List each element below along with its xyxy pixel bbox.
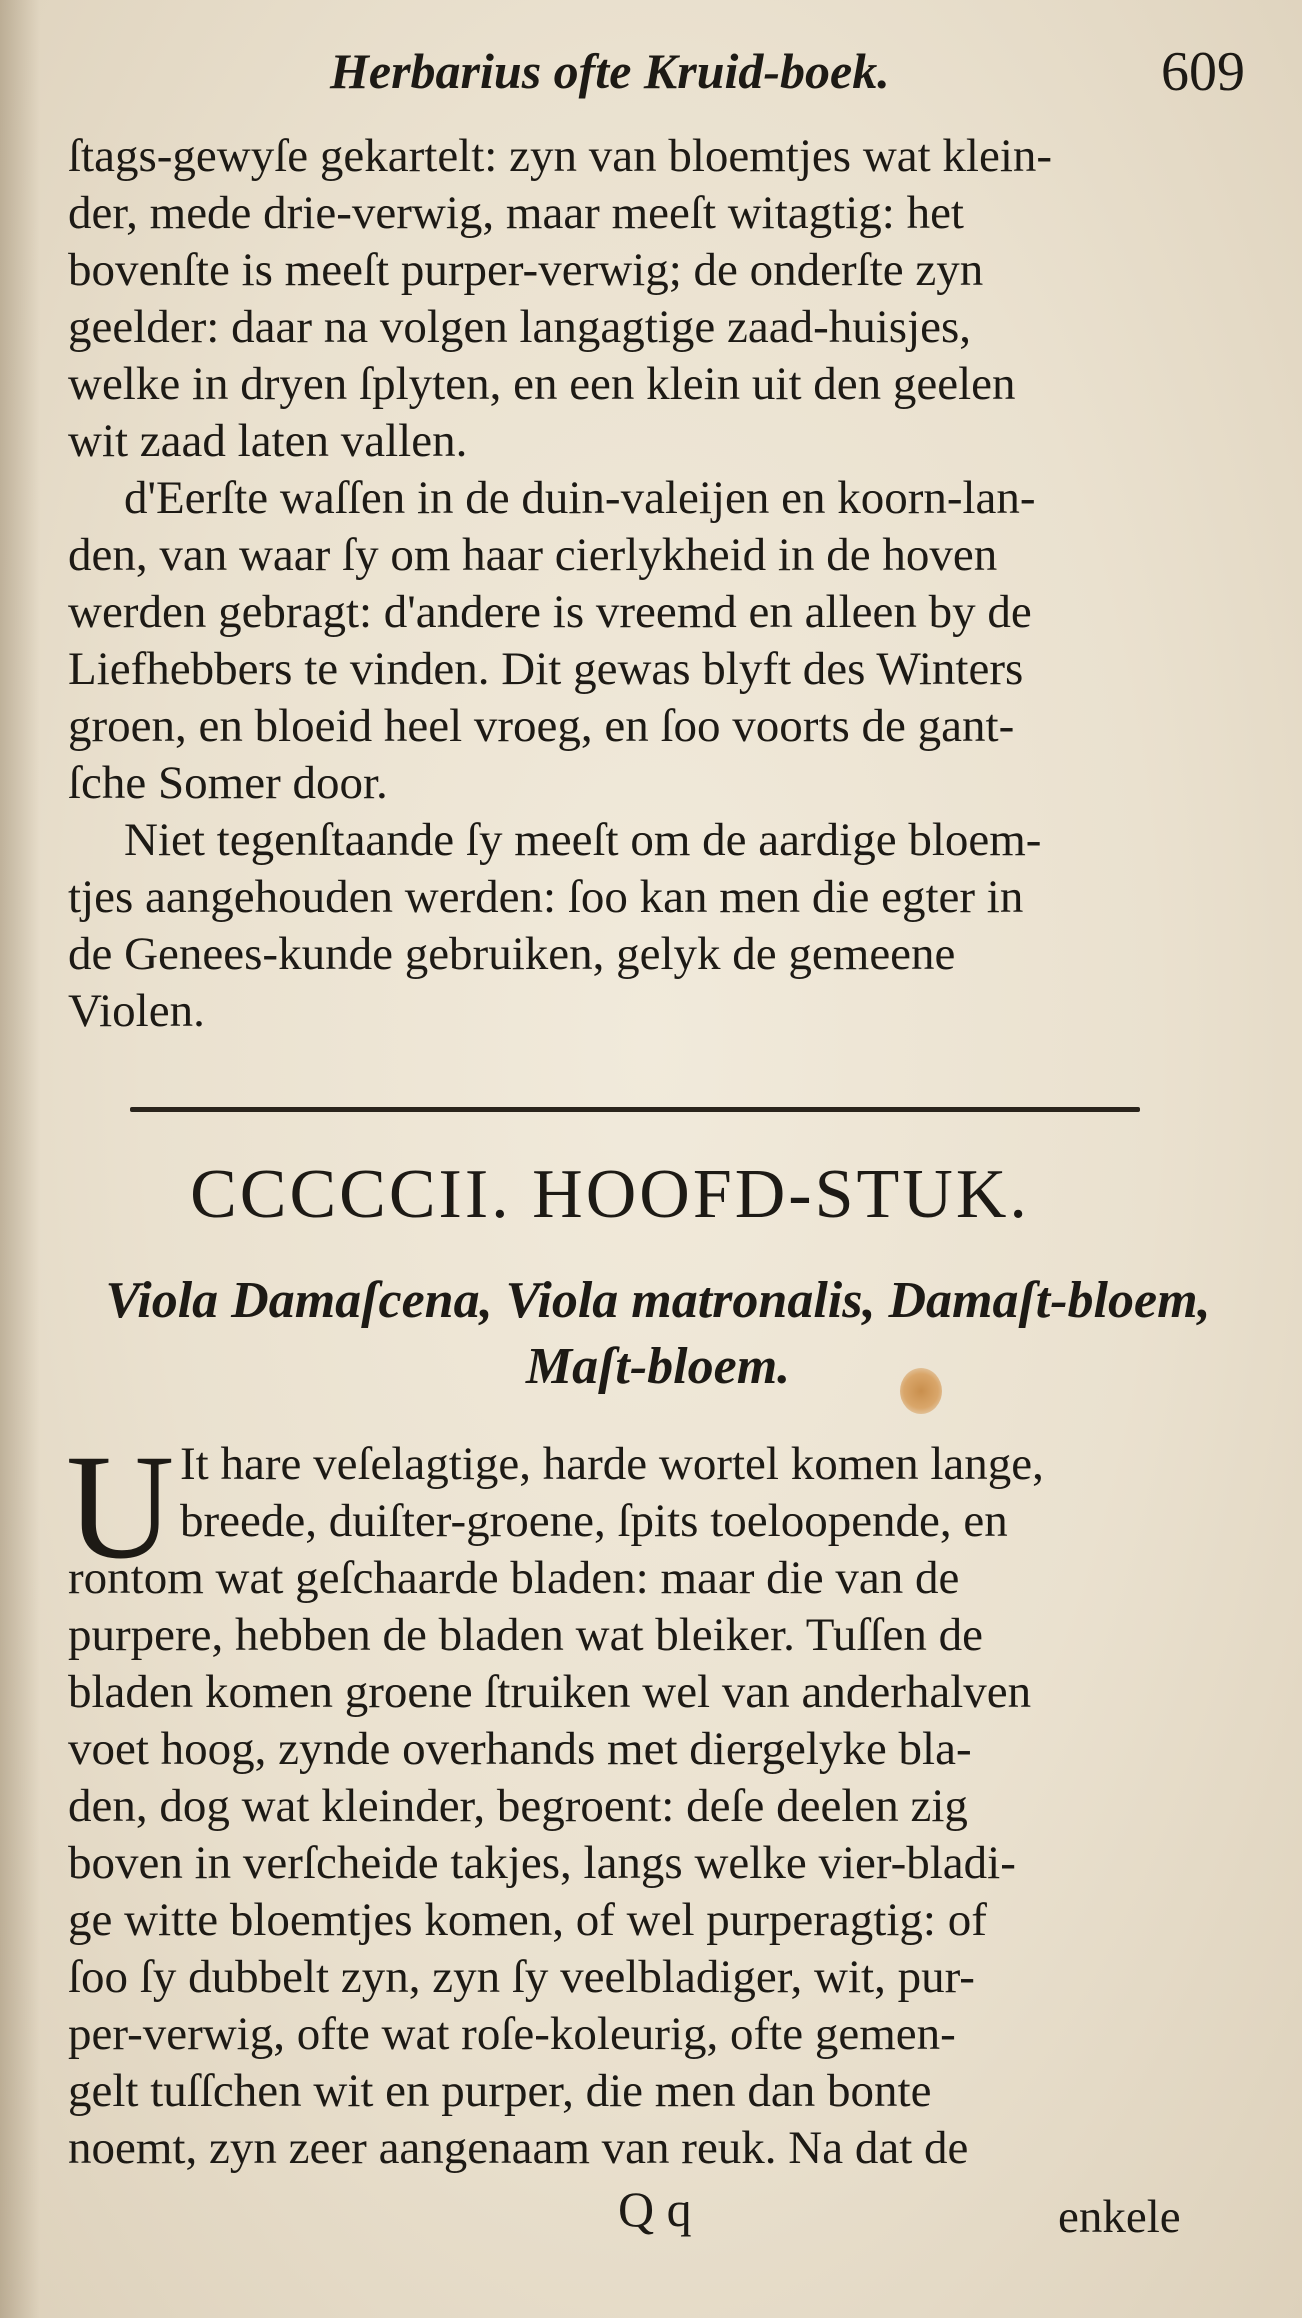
- text-line: den, dog wat kleinder, begroent: deſe deelen zig: [68, 1780, 968, 1832]
- plant-names-line-1: Viola Damaſcena, Viola matronalis, Damaſt-bloem,: [105, 1272, 1211, 1329]
- text-line: tjes aangehouden werden: ſoo kan men die egter in: [68, 871, 1024, 923]
- text-line: purpere, hebben de bladen wat bleiker. Tuſſen de: [68, 1609, 983, 1661]
- text-line: noemt, zyn zeer aangenaam van reuk. Na dat de: [68, 2122, 969, 2174]
- paragraph-3: [68, 812, 1228, 1040]
- page-number: 609: [1161, 41, 1245, 103]
- text-line: gelt tuſſchen wit en purper, die men dan bonte: [68, 2065, 932, 2117]
- text-line: groen, en bloeid heel vroeg, en ſoo voorts de gant-: [68, 700, 1015, 752]
- running-head: [330, 42, 1245, 122]
- section-divider: [130, 1107, 1140, 1112]
- chapter-heading: CCCCCII. HOOFD-STUK.: [190, 1156, 1030, 1233]
- catchword: enkele: [1058, 2191, 1181, 2243]
- paragraph-1: [68, 128, 1228, 470]
- text-line: wit zaad laten vallen.: [68, 415, 468, 467]
- text-line: ſoo ſy dubbelt zyn, zyn ſy veelbladiger, wit, pur-: [68, 1951, 975, 2003]
- text-line: boven in verſcheide takjes, langs welke vier-bladi-: [68, 1837, 1016, 1889]
- text-line: Liefhebbers te vinden. Dit gewas blyft des Winters: [68, 643, 1024, 695]
- text-line: per-verwig, ofte wat roſe-koleurig, ofte gemen-: [68, 2008, 956, 2060]
- signature-mark: Q q: [618, 2181, 692, 2237]
- running-title: Herbarius ofte Kruid-boek.: [330, 43, 890, 99]
- gutter-shadow: [0, 0, 40, 2318]
- text-line: ge witte bloemtjes komen, of wel purperagtig: of: [68, 1894, 987, 1946]
- text-line: It hare veſelagtige, harde wortel komen lange,: [180, 1438, 1044, 1490]
- text-line: welke in dryen ſplyten, en een klein uit den geelen: [68, 358, 1016, 410]
- text-line: ſche Somer door.: [68, 757, 388, 809]
- text-line: voet hoog, zynde overhands met diergelyke bla-: [68, 1723, 972, 1775]
- paper-stain: [900, 1368, 942, 1414]
- text-line: Violen.: [68, 985, 205, 1037]
- text-line: geelder: daar na volgen langagtige zaad-huisjes,: [68, 301, 972, 353]
- text-line: rontom wat geſchaarde bladen: maar die van de: [68, 1552, 960, 1604]
- text-line: werden gebragt: d'andere is vreemd en alleen by de: [68, 586, 1032, 638]
- text-line: ſtags-gewyſe gekartelt: zyn van bloemtjes wat klein-: [68, 130, 1053, 182]
- text-line: den, van waar ſy om haar cierlykheid in de hoven: [68, 529, 998, 581]
- text-line: d'Eerſte waſſen in de duin-valeijen en koorn-lan-: [124, 472, 1036, 524]
- plant-names-line-2: Maſt-bloem.: [525, 1338, 791, 1395]
- plant-names: [68, 1268, 1248, 1400]
- main-text-block: [68, 1436, 1228, 2177]
- text-line: de Genees-kunde gebruiken, gelyk de gemeene: [68, 928, 956, 980]
- intro-text-block: [68, 128, 1228, 1040]
- text-line: der, mede drie-verwig, maar meeſt witagtig: het: [68, 187, 964, 239]
- text-line: bladen komen groene ſtruiken wel van anderhalven: [68, 1666, 1032, 1718]
- drop-cap: U: [66, 1424, 175, 1590]
- paragraph-2: [68, 470, 1228, 812]
- text-line: breede, duiſter-groene, ſpits toeloopende, en: [180, 1495, 1008, 1547]
- text-line: Niet tegenſtaande ſy meeſt om de aardige bloem-: [124, 814, 1042, 866]
- text-line: bovenſte is meeſt purper-verwig; de onderſte zyn: [68, 244, 984, 296]
